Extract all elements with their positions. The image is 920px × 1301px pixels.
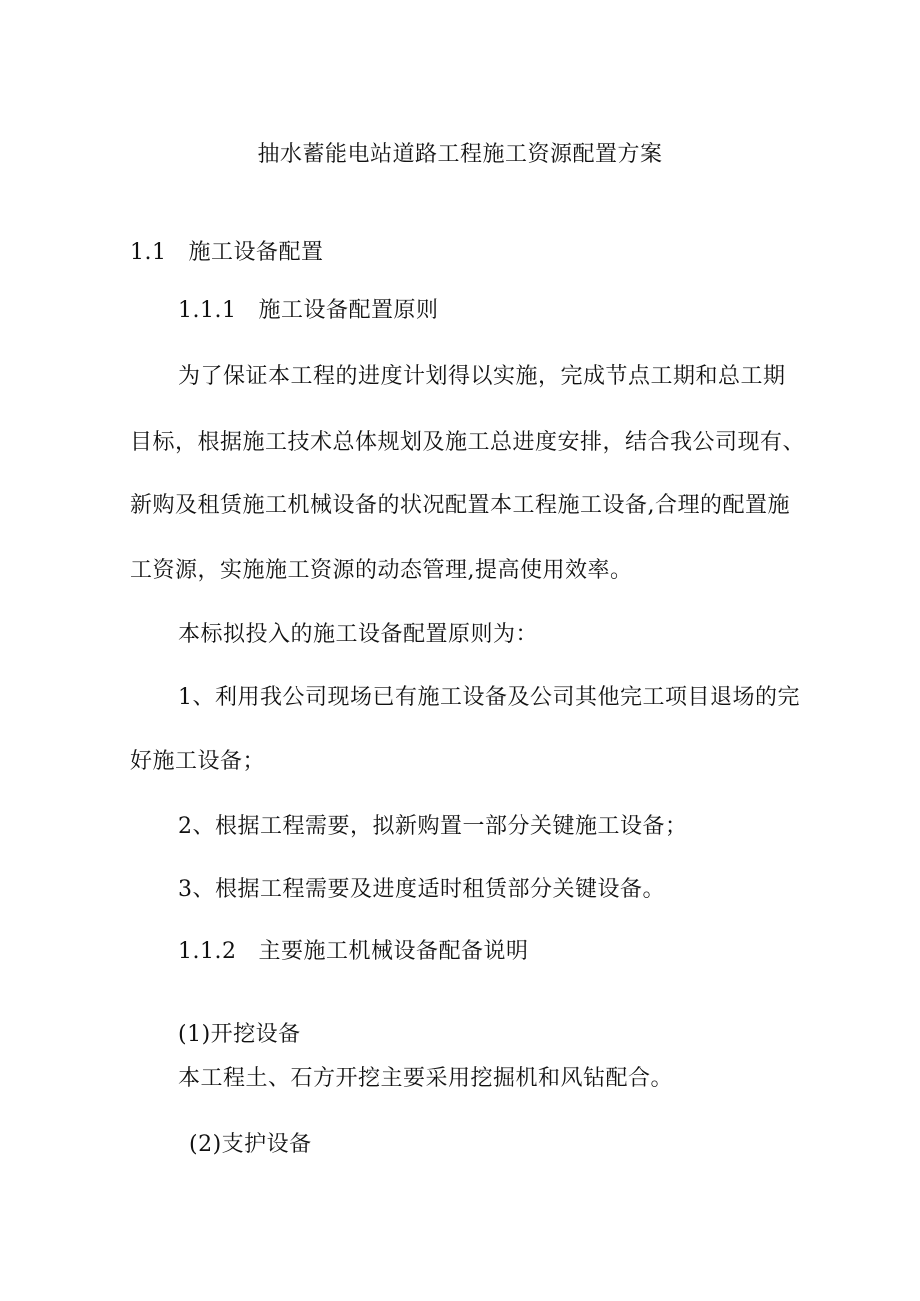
section-number: 1.1.2	[178, 939, 237, 964]
section-heading-1-1-1	[178, 296, 439, 326]
section-title: 施工设备配置	[188, 240, 324, 265]
paragraph-line: 本标拟投入的施工设备配置原则为：	[178, 622, 539, 647]
list-item-line: 1、利用我公司现场已有施工设备及公司其他完工项目退场的完	[178, 685, 800, 710]
paragraph-line: 为了保证本工程的进度计划得以实施，完成节点工期和总工期	[178, 364, 786, 389]
subsection-heading: (1)开挖设备	[178, 1022, 301, 1047]
paragraph-line: 目标，根据施工技术总体规划及施工总进度安排，结合我公司现有、	[130, 430, 806, 455]
list-item-line: 2、根据工程需要，拟新购置一部分关键施工设备；	[178, 814, 688, 839]
subsection-heading: (2)支护设备	[189, 1132, 312, 1157]
section-number: 1.1	[130, 240, 167, 265]
list-item-line: 好施工设备；	[130, 749, 266, 774]
document-title: 抽水蓄能电站道路工程施工资源配置方案	[257, 142, 663, 167]
section-title: 主要施工机械设备配备说明	[258, 939, 529, 964]
paragraph-line: 本工程土、石方开挖主要采用挖掘机和风钻配合。	[178, 1066, 674, 1091]
paragraph-line: 新购及租赁施工机械设备的状况配置本工程施工设备,合理的配置施	[130, 493, 790, 518]
section-title: 施工设备配置原则	[258, 298, 439, 323]
section-number: 1.1.1	[178, 298, 237, 323]
section-heading-1-1	[130, 238, 324, 268]
section-heading-1-1-2	[178, 937, 529, 967]
list-item-line: 3、根据工程需要及进度适时租赁部分关键设备。	[178, 877, 665, 902]
paragraph-line: 工资源，实施施工资源的动态管理,提高使用效率。	[130, 558, 633, 583]
